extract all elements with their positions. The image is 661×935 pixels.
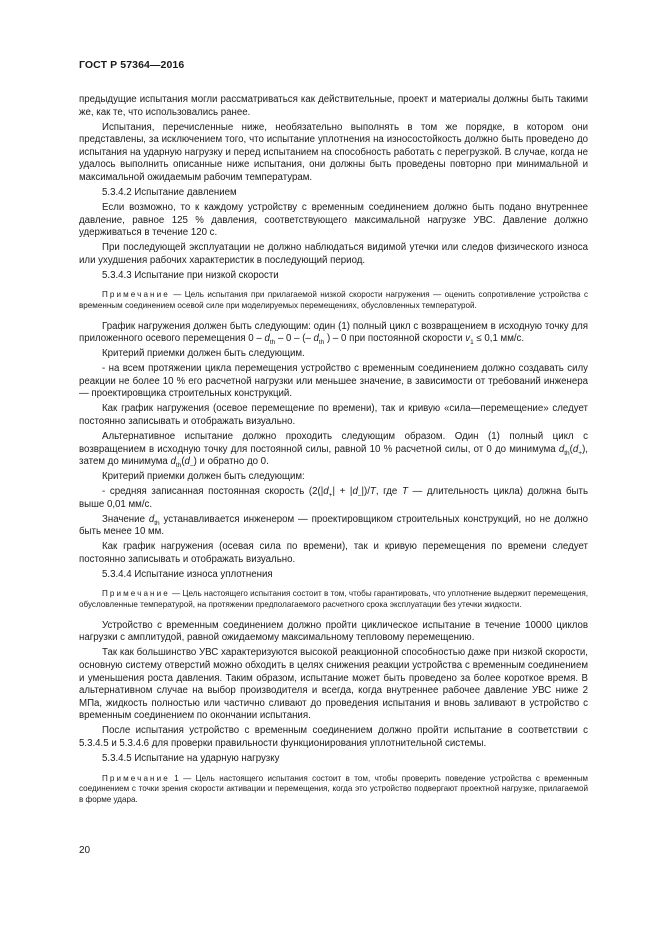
paragraph: После испытания устройство с временным соединением должно пройти испытание в соответствии с 5.3.4.5 и 5.3.4.6 для проверки правильности функционирования уплотнительной системы.	[79, 725, 588, 749]
note-number: 1	[169, 773, 179, 783]
paragraph: Критерий приемки должен быть следующим:	[102, 471, 305, 483]
paragraph: Испытания, перечисленные ниже, необязательно выполнять в том же порядке, в котором они представлены, за исключением того, что испытание уплотнения на износостойкость должно быть проведено до испытания на ударную нагрузку и перед испытанием на способность работать с перегрузкой. В случае, когда не удалось выполнить описанные ниже испытания, они должны быть проведены повторно при минимальной и максимальной ожидаемым рабочим температурам.	[79, 121, 588, 183]
paragraph: Как график нагружения (осевая сила по времени), так и кривую перемещения по времени следует постоянно записывать и отображать визуально.	[79, 541, 588, 565]
page-header-standard: ГОСТ Р 57364—2016	[79, 59, 185, 71]
paragraph: Значение $d_{th}$ устанавливается инженером — проектировщиком строительных конструкций, но не должно быть менее 10 мм.	[79, 513, 588, 538]
paragraph: Критерий приемки должен быть следующим.	[102, 348, 305, 360]
paragraph: Как график нагружения (осевое перемещение по времени), так и кривую «сила—перемещение» следует постоянно записывать и отображать визуально.	[79, 403, 588, 427]
section-heading-5-3-4-5: 5.3.4.5 Испытание на ударную нагрузку	[102, 752, 280, 764]
paragraph: Так как большинство УВС характеризуются высокой реакционной способностью даже при низкой скорости, основную систему отверстий можно обходить в целях снижения реакции устройства с временным соединением и уменьшения роста давления. Таким образом, испытание может быть проведено за более короткое время. В альтернативном случае на выбор производителя и всегда, когда внутреннее рабочее давление УВС ниже 2 МПа, жидкость полностью или частично сливают до проведения испытания и вновь заливают в устройство с временным соединением по окончании испытания.	[79, 647, 588, 722]
page-number: 20	[79, 845, 91, 856]
paragraph-loading-schedule: График нагружения должен быть следующим: один (1) полный цикл с возвращением в исходную точку для приложенного осевого перемещения $0 - d_{th} - 0$ – (– $d_{th}$ ) – 0 при постоянной скорости $v_1 \le 0,1$ мм/с.	[79, 320, 588, 347]
note-block	[79, 774, 588, 806]
list-item: - на всем протяжении цикла перемещения устройство с временным соединением должно создавать силу реакции не более 10 % его расчетной нагрузки или меньшее значение, в зависимости от требований инженера — проектировщика строительных конструкций.	[79, 363, 588, 400]
note-text: — Цель настоящего испытания состоит в том, чтобы гарантировать, что уплотнение выдержит перемещения, обусловленные температурой, на протяжении предполагаемого расчетного срока эксплуатации без утечки жидкости.	[79, 589, 588, 610]
note-label: Примечание	[102, 589, 170, 599]
section-heading-5-3-4-4: 5.3.4.4 Испытание износа уплотнения	[102, 568, 273, 580]
note-text: — Цель испытания при прилагаемой низкой скорости нагружения — оценить сопротивление устройства с временным соединением осевой силе при моделируемых перемещениях, обусловленных температурой.	[79, 290, 588, 310]
page-body	[79, 94, 588, 815]
note-text: — Цель настоящего испытания состоит в том, чтобы проверить поведение устройства с временным соединением с точки зрения скорости активации и перемещения, когда это устройство подвергают проектной нагрузке, прилагаемой в форме удара.	[79, 773, 588, 804]
note-block	[79, 589, 588, 610]
section-heading-5-3-4-3: 5.3.4.3 Испытание при низкой скорости	[102, 269, 279, 281]
section-heading-5-3-4-2: 5.3.4.2 Испытание давлением	[102, 186, 237, 198]
paragraph: предыдущие испытания могли рассматриваться как действительные, проект и материалы должны быть такими же, как те, что использовались ранее.	[79, 94, 588, 118]
paragraph: Если возможно, то к каждому устройству с временным соединением должно быть подано внутреннее давление, равное 125 % давления, соответствующего максимальной нагрузке УВС. Давление должно удерживаться в течение 120 с.	[79, 201, 588, 239]
note-label: Примечание	[102, 773, 170, 783]
note-block	[79, 290, 588, 311]
paragraph: При последующей эксплуатации не должно наблюдаться видимой утечки или следов физического износа или ухудшения рабочих характеристик в последующий период.	[79, 242, 588, 266]
paragraph: Устройство с временным соединением должно пройти циклическое испытание в течение 10000 циклов нагрузки с амплитудой, равной ожидаемому максимальному тепловому перемещению.	[79, 619, 588, 644]
paragraph-alternative-test: Альтернативное испытание должно проходить следующим образом. Один (1) полный цикл с возвращением в исходную точку для постоянной силы, равной 10 % расчетной силы, от 0 до минимума $d_{th}(d_+)$, затем до минимума $d_{th}(d_-)$ и обратно до 0.	[79, 430, 588, 470]
list-item: - средняя записанная постоянная скорость ($2(|d_+| + |d_-|)/T$, где T — длительность цикла) должна быть выше 0,01 мм/с.	[79, 486, 588, 510]
note-label: Примечание	[102, 290, 170, 300]
